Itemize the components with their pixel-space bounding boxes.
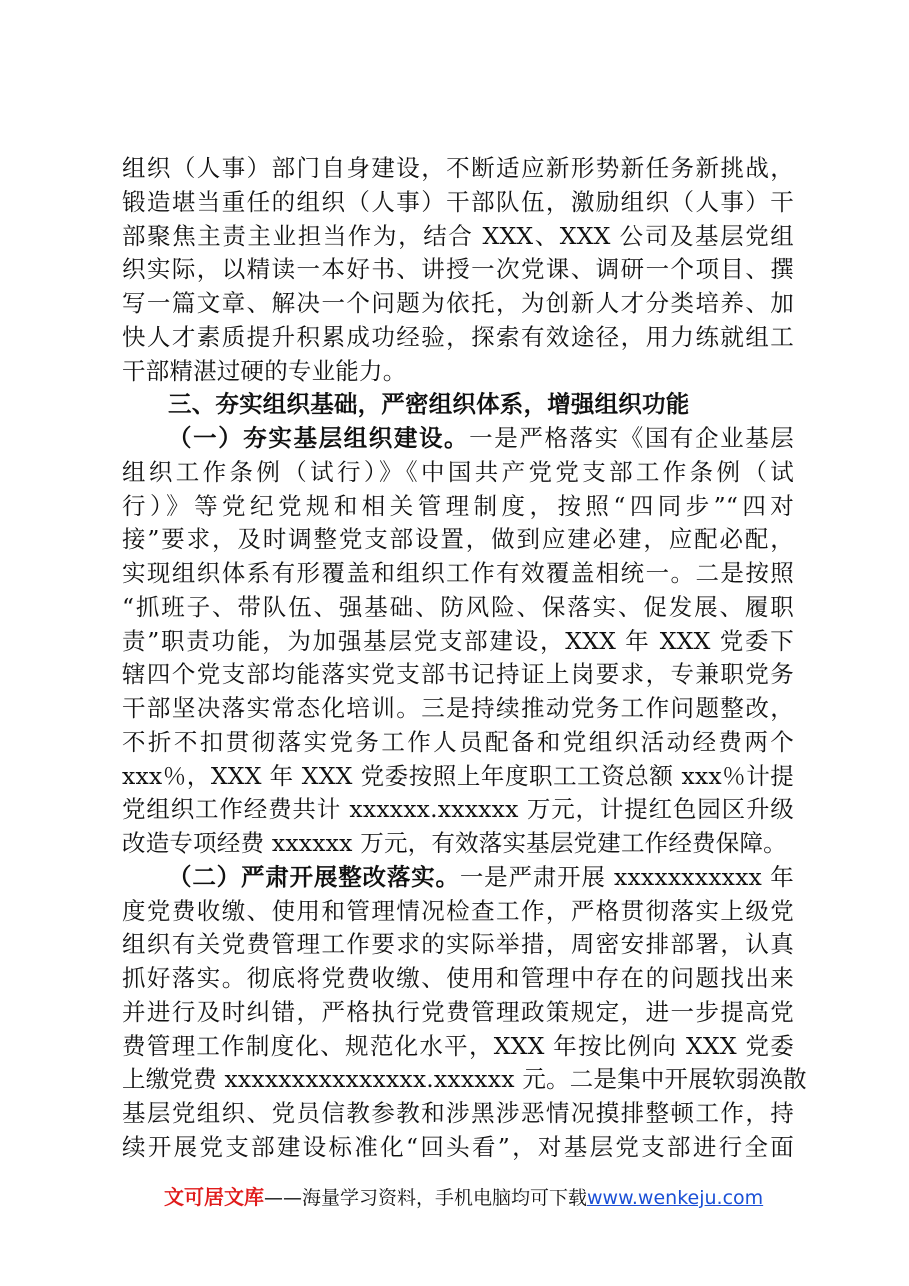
section-heading: 三、夯实组织基础，严密组织体系，增强组织功能	[168, 390, 690, 418]
body-line: 写一篇文章、解决一个问题为依托，为创新人才分类培养、加	[122, 289, 794, 317]
body-line: 辖四个党支部均能落实党支部书记持证上岗要求，专兼职党务	[122, 660, 794, 688]
body-line: xxx％，XXX 年 XXX 党委按照上年度职工工资总额 xxx％计提	[122, 762, 794, 790]
body-line: 基层党组织、党员信教参教和涉黑涉恶情况摸排整顿工作，持	[122, 1099, 794, 1127]
body-line: 责”职责功能，为加强基层党支部建设，XXX 年 XXX 党委下	[122, 627, 794, 655]
body-text: 一是严肃开展 xxxxxxxxxxx 年	[459, 863, 794, 891]
body-line: 续开展党支部建设标准化“回头看”，对基层党支部进行全面	[122, 1133, 794, 1161]
subsection-title: （二）严肃开展整改落实。	[168, 863, 460, 891]
body-line: 组织（人事）部门自身建设，不断适应新形势新任务新挑战，	[122, 154, 794, 182]
body-line: 改造专项经费 xxxxxx 万元，有效落实基层党建工作经费保障。	[122, 829, 787, 857]
subsection-title: （一）夯实基层组织建设。	[168, 424, 470, 452]
body-line: 党组织工作经费共计 xxxxxx.xxxxxx 万元，计提红色园区升级	[122, 795, 794, 823]
body-line: 干部精湛过硬的专业能力。	[122, 357, 407, 385]
body-line: 费管理工作制度化、规范化水平，XXX 年按比例向 XXX 党委	[122, 1032, 794, 1060]
body-line: 组织有关党费管理工作要求的实际举措，周密安排部署，认真	[122, 930, 794, 958]
body-line: 上缴党费 xxxxxxxxxxxxxxx.xxxxxx 元。二是集中开展软弱涣散	[122, 1065, 807, 1093]
brand-name: 文可居文库	[164, 1185, 264, 1209]
footer-banner	[164, 1180, 763, 1214]
body-line: 度党费收缴、使用和管理情况检查工作，严格贯彻落实上级党	[122, 897, 794, 925]
body-line: 织实际，以精读一本好书、讲授一次党课、调研一个项目、撰	[122, 255, 794, 283]
body-line: 组织工作条例（试行）》《中国共产党党支部工作条例（试	[122, 458, 794, 486]
site-link[interactable]: www.wenkeju.com	[587, 1187, 764, 1209]
paragraph-first-line	[168, 860, 794, 894]
body-line: 锻造堪当重任的组织（人事）干部队伍，激励组织（人事）干	[122, 188, 794, 216]
body-line: 接”要求，及时调整党支部设置，做到应建必建，应配必配，	[122, 525, 794, 553]
body-line: 抓好落实。彻底将党费收缴、使用和管理中存在的问题找出来	[122, 964, 794, 992]
paragraph-first-line	[168, 421, 794, 455]
body-line: 快人才素质提升积累成功经验，探索有效途径，用力练就组工	[122, 323, 794, 351]
body-line: 干部坚决落实常态化培训。三是持续推动党务工作问题整改，	[122, 694, 794, 722]
body-line: 并进行及时纠错，严格执行党费管理政策规定，进一步提高党	[122, 998, 794, 1026]
body-line: 部聚焦主责主业担当作为，结合 XXX、XXX 公司及基层党组	[122, 222, 794, 250]
body-line: “抓班子、带队伍、强基础、防风险、保落实、促发展、履职	[122, 593, 794, 621]
body-line: 不折不扣贯彻落实党务工作人员配备和党组织活动经费两个	[122, 728, 794, 756]
body-line: 实现组织体系有形覆盖和组织工作有效覆盖相统一。二是按照	[122, 559, 794, 587]
body-line: 行）》等党纪党规和相关管理制度，按照“四同步”“四对	[122, 492, 794, 520]
body-text: 一是严格落实《国有企业基层	[469, 424, 794, 452]
footer-tagline: ——海量学习资料，手机电脑均可下载	[264, 1187, 588, 1209]
